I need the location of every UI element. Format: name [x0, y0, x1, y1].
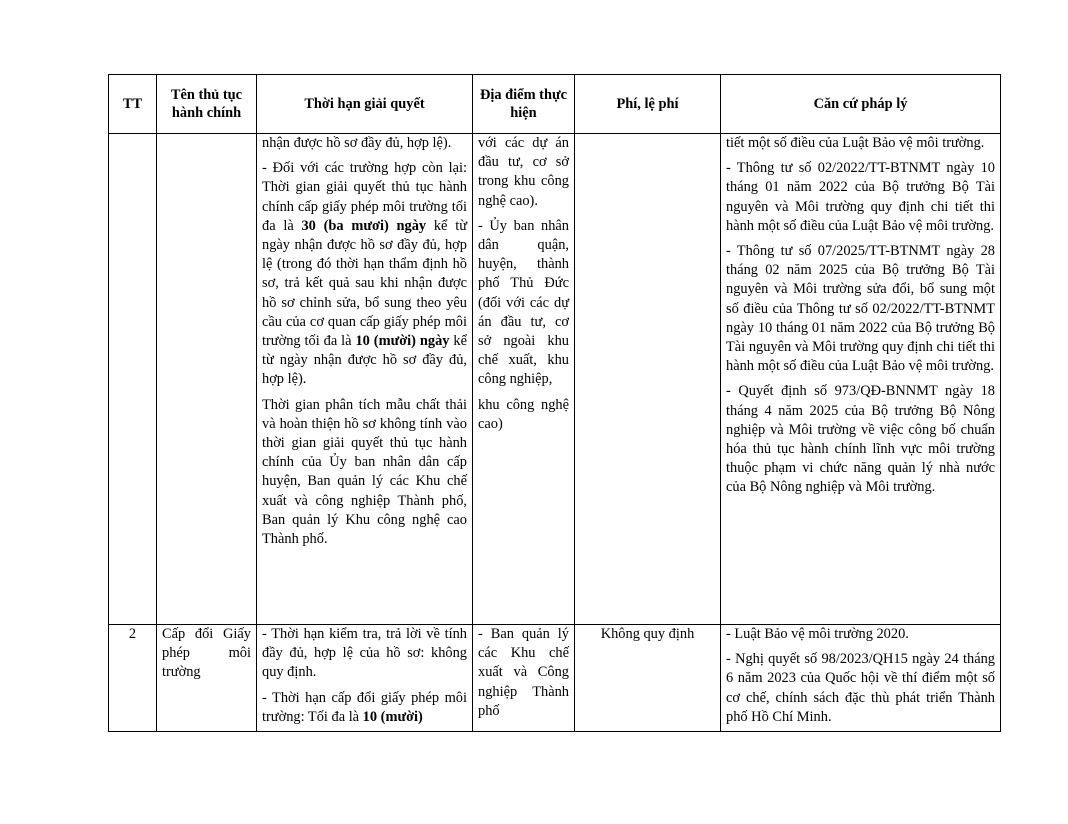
time-paragraph: nhận được hồ sơ đầy đủ, hợp lệ). — [262, 135, 452, 151]
location-cell — [473, 134, 575, 625]
legal-paragraph: - Nghị quyết số 98/2023/QH15 ngày 24 tháng 6 năm 2023 của Quốc hội về thí điểm một số cơ chế, chính sách đặc thù phát triển Thành phố Hồ Chí Minh. — [726, 651, 995, 725]
table-row — [109, 625, 1001, 732]
row-number: 2 — [109, 625, 157, 732]
processing-time-cell — [257, 134, 473, 625]
header-fee: Phí, lệ phí — [575, 75, 721, 134]
procedure-name-cell — [157, 625, 257, 732]
legal-paragraph: tiết một số điều của Luật Bảo vệ môi trường. — [726, 135, 985, 151]
processing-time-cell — [257, 625, 473, 732]
legal-paragraph: - Luật Bảo vệ môi trường 2020. — [726, 626, 909, 642]
legal-paragraph: - Thông tư số 07/2025/TT-BTNMT ngày 28 tháng 02 năm 2025 của Bộ trưởng Bộ Tài nguyên và Môi trường sửa đổi, bổ sung một số điều của Thông tư số 02/2022/TT-BTNMT ngày 10 tháng 01 năm 2022 của Bộ trưởng Bộ Tài nguyên và Môi trường quy định chi tiết thi hành một số điều của Luật Bảo vệ môi trường. — [726, 243, 995, 375]
header-procedure-name: Tên thủ tục hành chính — [157, 75, 257, 134]
location-paragraph: - Ban quản lý các Khu chế xuất và Công nghiệp Thành phố — [478, 626, 569, 719]
procedure-table — [108, 74, 1001, 732]
time-paragraph: Thời gian phân tích mẫu chất thải và hoàn thiện hồ sơ không tính vào thời gian giải quyết thủ tục hành chính của Ủy ban nhân dân cấp huyện, Ban quản lý các Khu chế xuất và công nghiệp Thành phố, Ban quản lý Khu công nghệ cao Thành phố. — [262, 396, 467, 548]
location-paragraph: - Ủy ban nhân dân quận, huyện, thành phố Thủ Đức (đối với các dự án đầu tư, cơ sở ngoài khu chế xuất, khu công nghiệp, — [478, 217, 569, 388]
procedure-name: Cấp đổi Giấy phép môi trường — [162, 626, 251, 681]
location-clip — [478, 625, 569, 725]
time-paragraph: - Thời hạn cấp đổi giấy phép môi trường: Tối đa là 10 (mười) — [262, 689, 467, 725]
location-paragraph: với các dự án đầu tư, cơ sở trong khu công nghệ cao). — [478, 135, 569, 209]
location-cell — [473, 625, 575, 732]
time-paragraph: - Thời hạn kiểm tra, trả lời về tính đầy đủ, hợp lệ của hồ sơ: không quy định. — [262, 626, 467, 681]
table-header-row — [109, 75, 1001, 134]
time-clip — [262, 625, 467, 725]
table-row — [109, 134, 1001, 625]
location-paragraph: khu công nghệ cao) — [478, 396, 569, 432]
time-paragraph: - Đối với các trường hợp còn lại: Thời gian giải quyết thủ tục hành chính cấp giấy phép môi trường tối đa là 30 (ba mươi) ngày kể từ ngày nhận được hồ sơ đầy đủ, hợp lệ (trong đó thời hạn thẩm định hồ sơ, trả kết quả sau khi nhận được hồ sơ chỉnh sửa, bổ sung theo yêu cầu của cơ quan cấp giấy phép môi trường tối đa là 10 (mười) ngày kể từ ngày nhận được hồ sơ đầy đủ, hợp lệ). — [262, 160, 467, 388]
legal-basis-cell — [721, 134, 1001, 625]
header-processing-time: Thời hạn giải quyết — [257, 75, 473, 134]
legal-basis-cell — [721, 625, 1001, 732]
header-legal-basis: Căn cứ pháp lý — [721, 75, 1001, 134]
legal-paragraph: - Thông tư số 02/2022/TT-BTNMT ngày 10 tháng 01 năm 2022 của Bộ trưởng Bộ Tài nguyên và Môi trường quy định chi tiết thi hành một số điều của Luật Bảo vệ môi trường. — [726, 160, 995, 234]
header-tt: TT — [109, 75, 157, 134]
row-number — [109, 134, 157, 625]
legal-paragraph: - Quyết định số 973/QĐ-BNNMT ngày 18 tháng 4 năm 2025 của Bộ trưởng Bộ Nông nghiệp và Môi trường về việc công bố chuẩn hóa thủ tục hành chính lĩnh vực môi trường thuộc phạm vi chức năng quản lý nhà nước của Bộ Nông nghiệp và Môi trường. — [726, 383, 995, 496]
legal-clip — [726, 625, 995, 725]
header-location: Địa điểm thực hiện — [473, 75, 575, 134]
procedure-name-cell — [157, 134, 257, 625]
fee-cell: Không quy định — [575, 625, 721, 732]
fee-cell — [575, 134, 721, 625]
